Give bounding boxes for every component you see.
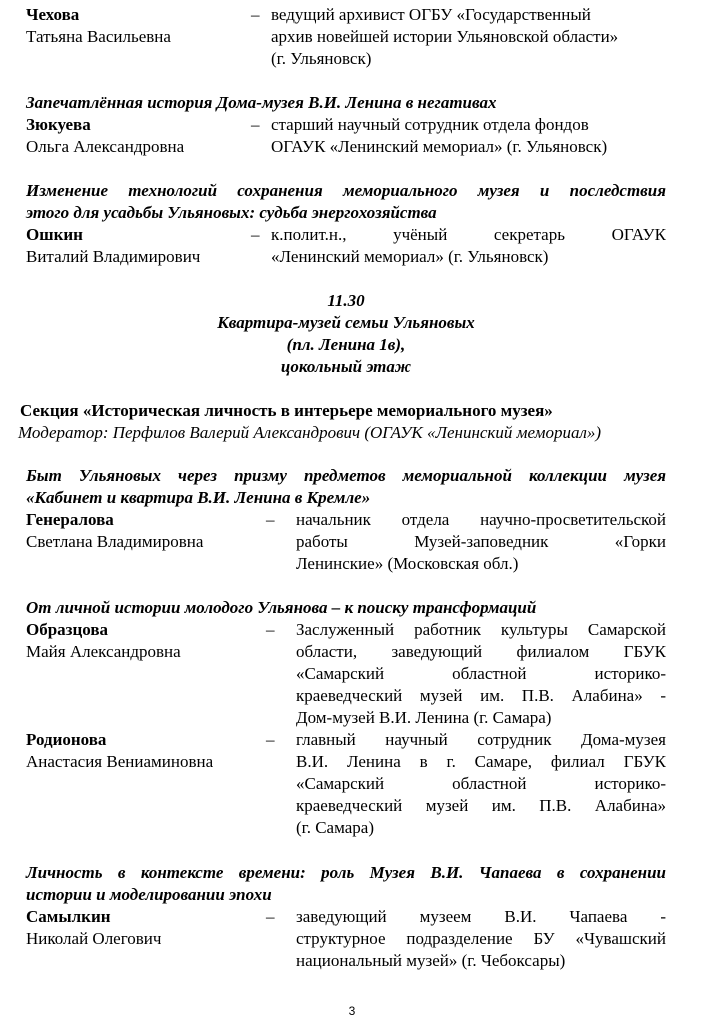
affiliation-line: краеведческий музей им. П.В. Алабина» -	[296, 686, 666, 705]
speaker-entry	[26, 619, 666, 729]
affiliation-line: работы Музей-заповедник «Горки	[296, 532, 666, 551]
title-line: Личность в контексте времени: роль Музея В.И. Чапаева в сохранении	[26, 863, 666, 882]
affiliation-line: главный научный сотрудник Дома-музея	[296, 730, 666, 749]
talk-title	[26, 180, 666, 224]
talk-title	[26, 465, 666, 509]
speaker-given-name: Ольга Александровна	[26, 137, 185, 156]
affiliation-line: (г. Ульяновск)	[271, 49, 372, 68]
dash: –	[266, 907, 275, 926]
section-moderator: Модератор: Перфилов Валерий Александрович (ОГАУК «Ленинский мемориал»)	[18, 423, 602, 442]
speaker-entry	[26, 114, 666, 158]
speaker-name	[26, 619, 266, 729]
speaker-entry	[26, 224, 666, 268]
affiliation-line: (г. Самара)	[296, 818, 374, 837]
affiliation-line: архив новейшей истории Ульяновской области»	[271, 27, 619, 46]
speaker-name	[26, 509, 266, 575]
title-line: этого для усадьбы Ульяновых: судьба энергохозяйства	[26, 203, 437, 222]
talk-block-1	[26, 4, 666, 70]
session-time: 11.30	[327, 291, 365, 310]
affiliation-line: В.И. Ленина в г. Самаре, филиал ГБУК	[296, 752, 666, 771]
talk-block-4	[26, 465, 666, 575]
talk-title	[26, 92, 666, 114]
speaker-affiliation	[296, 906, 666, 972]
speaker-surname: Самылкин	[26, 907, 111, 926]
speaker-surname: Образцова	[26, 620, 109, 639]
speaker-surname: Зюкуева	[26, 115, 91, 134]
affiliation-line: Дом-музей В.И. Ленина (г. Самара)	[296, 708, 552, 727]
affiliation-line: ведущий архивист ОГБУ «Государственный	[271, 5, 591, 24]
affiliation-line: старший научный сотрудник отдела фондов	[271, 115, 589, 134]
section-header	[18, 400, 688, 444]
affiliation-line: «Самарский областной историко-	[296, 664, 666, 683]
affiliation-line: «Самарский областной историко-	[296, 774, 666, 793]
speaker-entry	[26, 4, 666, 70]
speaker-surname: Родионова	[26, 730, 107, 749]
speaker-given-name: Светлана Владимировна	[26, 532, 204, 551]
speaker-name	[26, 224, 251, 268]
title-line: истории и моделировании эпохи	[26, 885, 272, 904]
speaker-affiliation	[296, 619, 666, 729]
affiliation-line: Заслуженный работник культуры Самарской	[296, 620, 666, 639]
dash: –	[251, 115, 260, 134]
affiliation-line: Ленинские» (Московская обл.)	[296, 554, 519, 573]
speaker-given-name: Николай Олегович	[26, 929, 162, 948]
talk-block-6	[26, 862, 666, 972]
dash: –	[251, 5, 260, 24]
speaker-name	[26, 906, 266, 972]
affiliation-line: национальный музей» (г. Чебоксары)	[296, 951, 566, 970]
affiliation-line: краеведческий музей им. П.В. Алабина»	[296, 796, 666, 815]
dash: –	[266, 510, 275, 529]
speaker-affiliation	[271, 224, 666, 268]
talk-block-2	[26, 92, 666, 158]
dash: –	[266, 620, 275, 639]
section-title: Секция «Историческая личность в интерьере мемориального музея»	[20, 401, 553, 420]
speaker-entry	[26, 906, 666, 972]
speaker-surname: Генералова	[26, 510, 114, 529]
speaker-surname: Чехова	[26, 5, 80, 24]
speaker-affiliation	[296, 729, 666, 839]
speaker-affiliation	[271, 114, 666, 158]
affiliation-line: начальник отдела научно-просветительской	[296, 510, 666, 529]
talk-title	[26, 597, 666, 619]
affiliation-line: заведующий музеем В.И. Чапаева -	[296, 907, 666, 926]
speaker-given-name: Анастасия Вениаминовна	[26, 752, 214, 771]
speaker-surname: Ошкин	[26, 225, 83, 244]
title-line: Быт Ульяновых через призму предметов мемориальной коллекции музея	[26, 466, 666, 485]
speaker-name	[26, 729, 266, 839]
dash: –	[251, 225, 260, 244]
title-line: «Кабинет и квартира В.И. Ленина в Кремле»	[26, 488, 371, 507]
talk-block-5	[26, 597, 666, 839]
speaker-given-name: Майя Александровна	[26, 642, 181, 661]
session-place-line: цокольный этаж	[280, 357, 412, 376]
title-line: Запечатлённая история Дома-музея В.И. Ленина в негативах	[26, 93, 497, 112]
speaker-affiliation	[296, 509, 666, 575]
affiliation-line: области, заведующий филиалом ГБУК	[296, 642, 666, 661]
speaker-entry	[26, 729, 666, 839]
affiliation-line: «Ленинский мемориал» (г. Ульяновск)	[271, 247, 549, 266]
speaker-name	[26, 114, 251, 158]
session-place-line: Квартира-музей семьи Ульяновых	[217, 313, 475, 332]
session-place-line: (пл. Ленина 1в),	[286, 335, 406, 354]
talk-title	[26, 862, 666, 906]
session-header	[26, 290, 666, 378]
title-line: Изменение технологий сохранения мемориального музея и последствия	[26, 181, 666, 200]
page-number: 3	[348, 1004, 356, 1018]
dash: –	[266, 730, 275, 749]
speaker-entry	[26, 509, 666, 575]
speaker-affiliation	[271, 4, 666, 70]
affiliation-line: ОГАУК «Ленинский мемориал» (г. Ульяновск)	[271, 137, 608, 156]
speaker-given-name: Татьяна Васильевна	[26, 27, 171, 46]
affiliation-line: структурное подразделение БУ «Чувашский	[296, 929, 666, 948]
affiliation-line: к.полит.н., учёный секретарь ОГАУК	[271, 225, 666, 244]
talk-block-3	[26, 180, 666, 268]
title-line: От личной истории молодого Ульянова – к поиску трансформаций	[26, 598, 537, 617]
speaker-given-name: Виталий Владимирович	[26, 247, 201, 266]
speaker-name	[26, 4, 251, 70]
